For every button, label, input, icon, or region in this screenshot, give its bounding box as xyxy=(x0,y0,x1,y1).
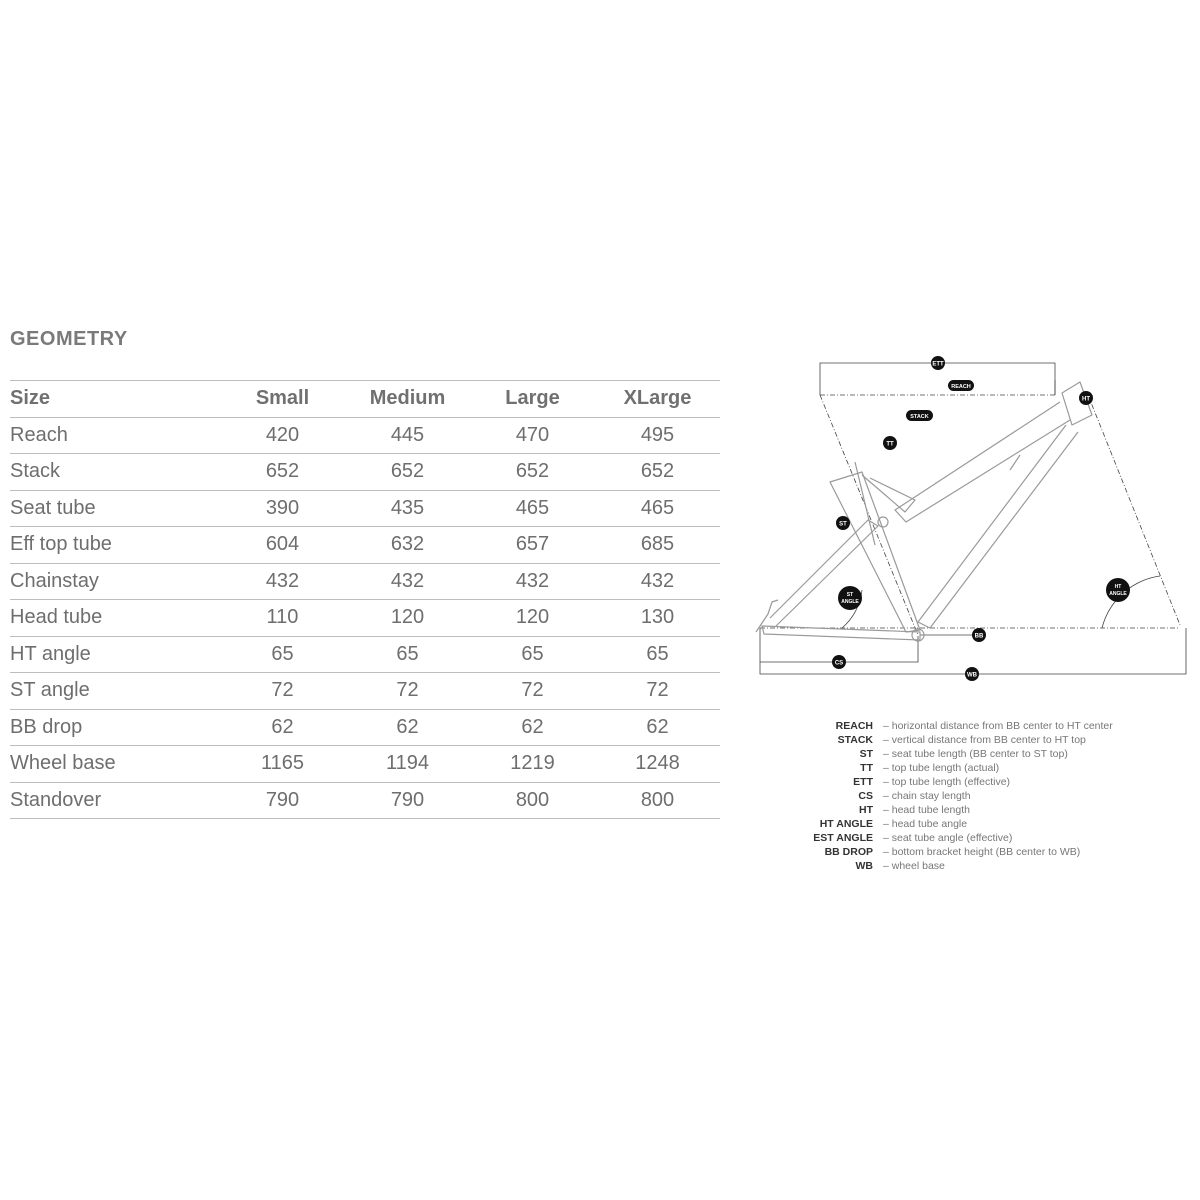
table-row xyxy=(10,417,720,454)
legend-description: – top tube length (actual) xyxy=(883,762,1000,774)
table-row xyxy=(10,454,720,491)
st-angle-label-line2: ANGLE xyxy=(841,599,859,605)
table-cell: 435 xyxy=(345,490,470,527)
wb-label-text: WB xyxy=(967,672,977,679)
table-cell: 800 xyxy=(470,782,595,819)
legend-description: – top tube length (effective) xyxy=(883,776,1011,788)
ht-label xyxy=(1079,391,1093,405)
table-cell: 110 xyxy=(220,600,345,637)
table-cell: 120 xyxy=(345,600,470,637)
tt-label-text: TT xyxy=(886,441,894,448)
table-cell: 62 xyxy=(595,709,720,746)
legend-abbreviation: WB xyxy=(855,860,873,872)
table-cell: 62 xyxy=(470,709,595,746)
table-cell: 72 xyxy=(220,673,345,710)
ett-label-text: ETT xyxy=(932,361,944,368)
row-label: Head tube xyxy=(10,600,220,637)
legend-abbreviation: CS xyxy=(858,790,873,802)
table-cell: 800 xyxy=(595,782,720,819)
table-cell: 465 xyxy=(470,490,595,527)
legend-item xyxy=(780,789,1113,803)
table-row xyxy=(10,746,720,783)
table-cell: 652 xyxy=(220,454,345,491)
reach-label xyxy=(948,380,974,391)
legend-item xyxy=(780,775,1113,789)
legend-item xyxy=(780,761,1113,775)
table-cell: 65 xyxy=(595,636,720,673)
header-small: Small xyxy=(220,381,345,418)
table-cell: 685 xyxy=(595,527,720,564)
table-cell: 72 xyxy=(345,673,470,710)
ht-angle-label-line2: ANGLE xyxy=(1109,591,1127,597)
table-cell: 120 xyxy=(470,600,595,637)
row-label: Eff top tube xyxy=(10,527,220,564)
legend-item xyxy=(780,831,1113,845)
table-cell: 652 xyxy=(470,454,595,491)
legend-item xyxy=(780,733,1113,747)
legend-description: – head tube length xyxy=(883,804,970,816)
table-cell: 62 xyxy=(345,709,470,746)
table-row xyxy=(10,709,720,746)
table-header-row xyxy=(10,381,720,418)
frame-geometry-diagram xyxy=(745,350,1190,690)
row-label: BB drop xyxy=(10,709,220,746)
legend-abbreviation: BB DROP xyxy=(824,846,873,858)
ht-label-text: HT xyxy=(1082,396,1090,403)
table-cell: 130 xyxy=(595,600,720,637)
table-cell: 72 xyxy=(595,673,720,710)
legend-item xyxy=(780,803,1113,817)
table-row xyxy=(10,490,720,527)
table-body xyxy=(10,417,720,819)
table-cell: 1194 xyxy=(345,746,470,783)
table-cell: 1248 xyxy=(595,746,720,783)
legend-item xyxy=(780,859,1113,873)
stack-label-text: STACK xyxy=(910,414,929,420)
ht-angle-label xyxy=(1106,578,1130,602)
legend-abbreviation: EST ANGLE xyxy=(813,832,873,844)
legend-abbreviation: REACH xyxy=(835,720,873,732)
table-row xyxy=(10,527,720,564)
table-cell: 790 xyxy=(220,782,345,819)
table-row xyxy=(10,636,720,673)
table-cell: 790 xyxy=(345,782,470,819)
legend-description: – wheel base xyxy=(883,860,945,872)
table-cell: 390 xyxy=(220,490,345,527)
header-large: Large xyxy=(470,381,595,418)
tt-label xyxy=(883,436,897,450)
legend-item xyxy=(780,747,1113,761)
legend-description: – seat tube angle (effective) xyxy=(883,832,1013,844)
stack-label xyxy=(906,410,933,421)
table-cell: 604 xyxy=(220,527,345,564)
head-angle-line xyxy=(1088,395,1180,625)
table-cell: 432 xyxy=(470,563,595,600)
legend-abbreviation: ETT xyxy=(853,776,873,788)
legend-abbreviation: HT ANGLE xyxy=(819,818,873,830)
table-cell: 465 xyxy=(595,490,720,527)
legend-item xyxy=(780,719,1113,733)
table-row xyxy=(10,600,720,637)
bb-label-text: BB xyxy=(974,633,984,640)
geometry-table xyxy=(10,380,720,819)
row-label: Seat tube xyxy=(10,490,220,527)
legend xyxy=(780,719,1113,873)
legend-abbreviation: TT xyxy=(860,762,873,774)
reach-label-text: REACH xyxy=(951,384,971,390)
table-row xyxy=(10,673,720,710)
header-xlarge: XLarge xyxy=(595,381,720,418)
table-cell: 65 xyxy=(470,636,595,673)
legend-abbreviation: ST xyxy=(859,748,873,760)
table-cell: 495 xyxy=(595,417,720,454)
legend-description: – bottom bracket height (BB center to WB) xyxy=(883,846,1081,858)
table-cell: 62 xyxy=(220,709,345,746)
legend-description: – vertical distance from BB center to HT top xyxy=(883,734,1086,746)
cs-label xyxy=(832,655,846,669)
table-cell: 65 xyxy=(220,636,345,673)
table-cell: 632 xyxy=(345,527,470,564)
table-cell: 72 xyxy=(470,673,595,710)
st-angle-label xyxy=(838,586,862,610)
table-cell: 652 xyxy=(595,454,720,491)
table-row xyxy=(10,563,720,600)
bb-label xyxy=(972,628,986,642)
table-cell: 1165 xyxy=(220,746,345,783)
table-cell: 652 xyxy=(345,454,470,491)
legend-description: – head tube angle xyxy=(883,818,968,830)
legend-description: – chain stay length xyxy=(883,790,971,802)
row-label: HT angle xyxy=(10,636,220,673)
row-label: Wheel base xyxy=(10,746,220,783)
row-label: Stack xyxy=(10,454,220,491)
table-cell: 657 xyxy=(470,527,595,564)
ett-label xyxy=(931,356,945,370)
wb-label xyxy=(965,667,979,681)
table-cell: 65 xyxy=(345,636,470,673)
st-label-text: ST xyxy=(839,521,847,528)
st-label xyxy=(836,516,850,530)
table-cell: 470 xyxy=(470,417,595,454)
diagram-label-badges xyxy=(832,356,1130,681)
legend-description: – horizontal distance from BB center to HT center xyxy=(883,720,1113,732)
legend-item xyxy=(780,845,1113,859)
table-cell: 445 xyxy=(345,417,470,454)
row-label: Standover xyxy=(10,782,220,819)
row-label: ST angle xyxy=(10,673,220,710)
header-medium: Medium xyxy=(345,381,470,418)
table-cell: 432 xyxy=(345,563,470,600)
st-angle-label-line1: ST xyxy=(846,592,854,598)
row-label: Chainstay xyxy=(10,563,220,600)
cs-label-text: CS xyxy=(834,660,844,667)
ht-angle-label-line1: HT xyxy=(1114,584,1122,590)
table-cell: 420 xyxy=(220,417,345,454)
legend-item xyxy=(780,817,1113,831)
legend-abbreviation: STACK xyxy=(837,734,873,746)
table-cell: 432 xyxy=(220,563,345,600)
header-size: Size xyxy=(10,381,220,418)
table-cell: 432 xyxy=(595,563,720,600)
page-title: GEOMETRY xyxy=(10,328,128,350)
legend-description: – seat tube length (BB center to ST top) xyxy=(883,748,1068,760)
table-cell: 1219 xyxy=(470,746,595,783)
table-row xyxy=(10,782,720,819)
legend-abbreviation: HT xyxy=(859,804,873,816)
seat-angle-line xyxy=(820,395,918,635)
row-label: Reach xyxy=(10,417,220,454)
